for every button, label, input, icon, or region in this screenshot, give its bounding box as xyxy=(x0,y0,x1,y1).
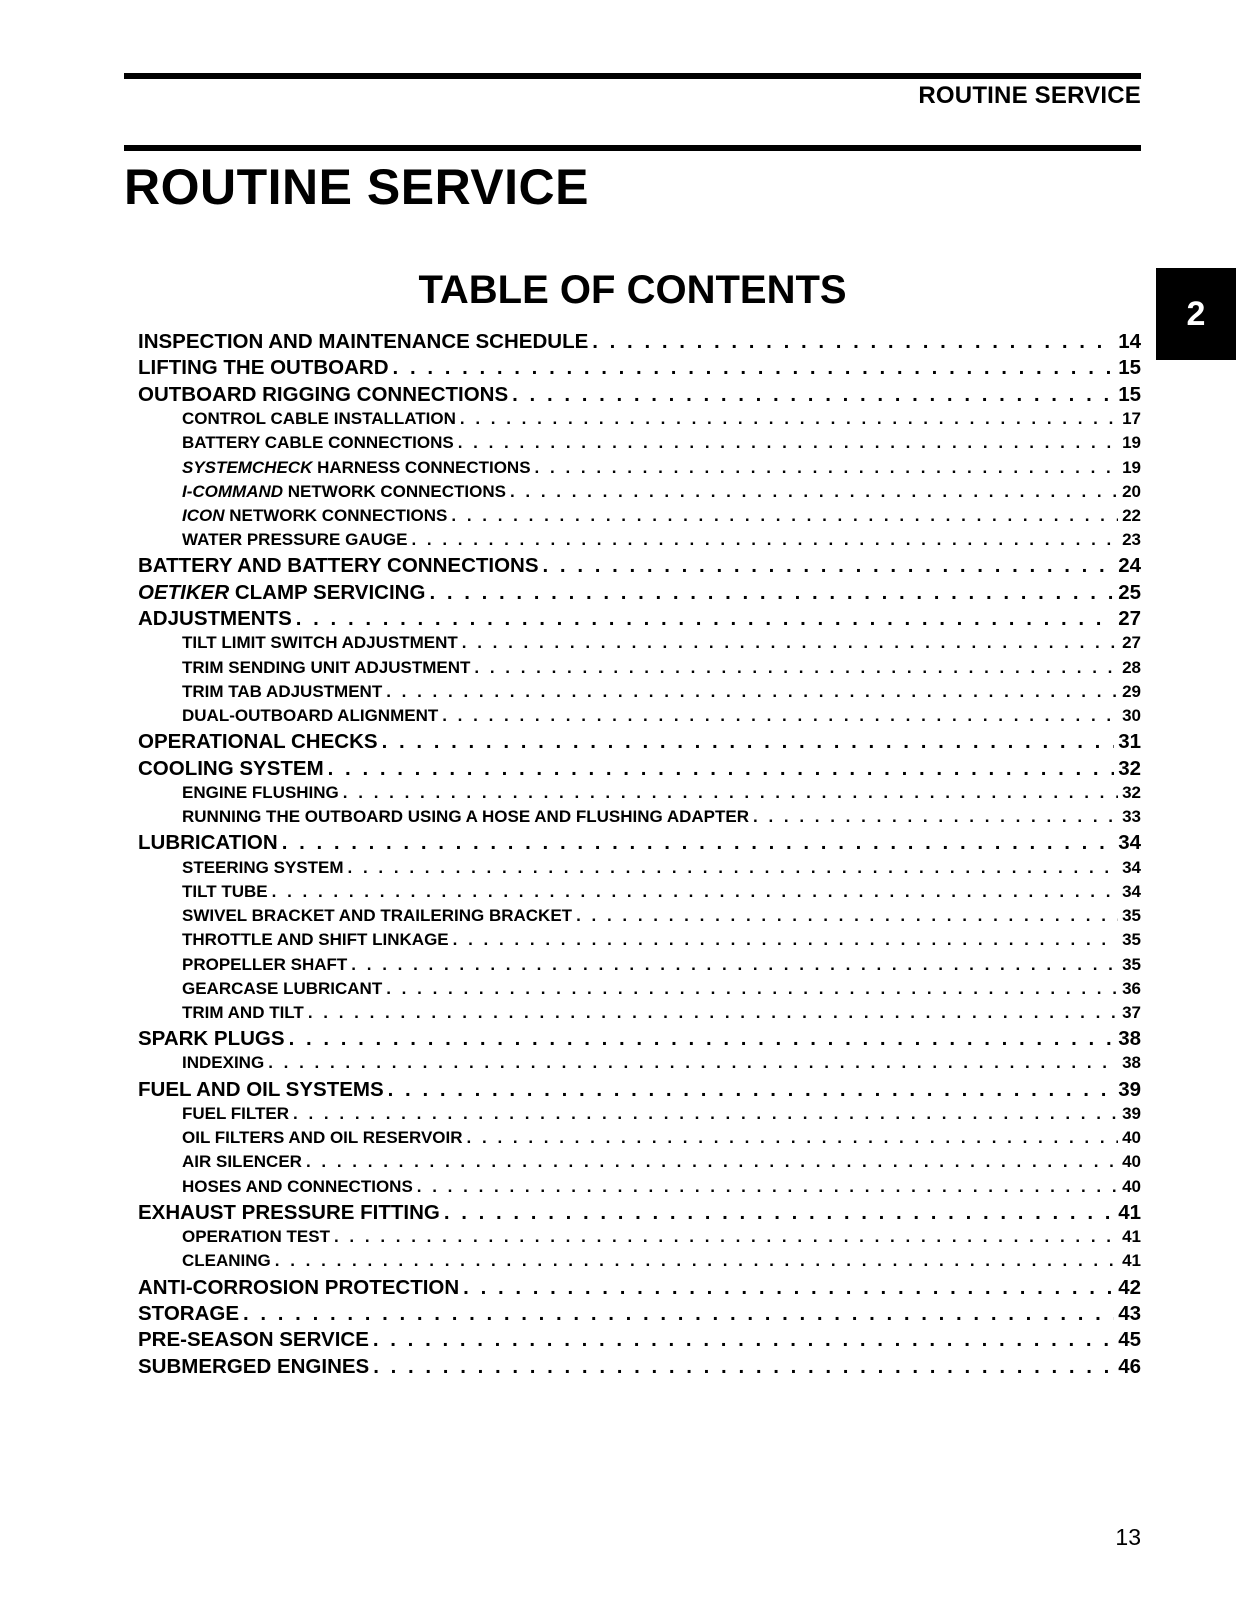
toc-entry-title-text: SUBMERGED ENGINES xyxy=(138,1354,370,1378)
toc-subentry[interactable] xyxy=(138,906,1141,930)
toc-entry-title-text: BATTERY CABLE CONNECTIONS xyxy=(182,433,454,453)
toc-dot-leader xyxy=(417,1177,1118,1197)
toc-dot-leader xyxy=(289,1027,1115,1051)
toc-entry-title xyxy=(138,1355,369,1379)
toc-entry-page: 40 xyxy=(1122,1176,1141,1196)
toc-dot-leader xyxy=(467,1128,1119,1148)
toc-dot-leader xyxy=(308,1003,1118,1023)
toc-entry-title xyxy=(182,1152,302,1172)
toc-dot-leader xyxy=(460,409,1118,429)
toc-dot-leader xyxy=(444,1201,1114,1225)
toc-dot-leader xyxy=(458,433,1118,453)
toc-entry-page: 42 xyxy=(1118,1275,1141,1299)
toc-subentry[interactable] xyxy=(138,1227,1141,1251)
toc-entry-title-text: CLEANING xyxy=(182,1251,271,1271)
toc-entry-title xyxy=(138,1078,384,1102)
toc-dot-leader xyxy=(442,706,1118,726)
running-header: ROUTINE SERVICE xyxy=(918,82,1141,109)
toc-entry-page: 27 xyxy=(1122,633,1141,653)
toc-entry-title-text: HOSES AND CONNECTIONS xyxy=(182,1176,413,1196)
toc-entry-title xyxy=(138,607,292,631)
toc-entry-title xyxy=(182,458,531,478)
toc-entry-title xyxy=(138,1027,285,1051)
toc-subentry[interactable] xyxy=(138,506,1141,530)
toc-title: TABLE OF CONTENTS xyxy=(418,268,847,312)
toc-entry-page: 14 xyxy=(1118,330,1141,353)
toc-entry-page: 31 xyxy=(1118,730,1141,754)
toc-dot-leader xyxy=(388,1078,1115,1102)
toc-entry-title-text: OIL FILTERS AND OIL RESERVOIR xyxy=(182,1128,463,1148)
toc-entry-page: 35 xyxy=(1122,930,1141,950)
toc-entry-title xyxy=(182,1177,413,1197)
toc-dot-leader xyxy=(411,530,1118,550)
toc-dot-leader xyxy=(429,581,1114,605)
toc-entry-title xyxy=(182,906,572,926)
toc-entry-title-text: PROPELLER SHAFT xyxy=(182,954,348,974)
toc-dot-leader xyxy=(275,1251,1118,1271)
toc-entry[interactable] xyxy=(138,730,1141,756)
toc-entry-page: 34 xyxy=(1122,857,1141,877)
toc-entry-title xyxy=(182,433,454,453)
toc-entry[interactable] xyxy=(138,581,1141,607)
toc-entry-title xyxy=(182,930,449,950)
toc-entry[interactable] xyxy=(138,607,1141,633)
toc-entry[interactable] xyxy=(138,831,1141,857)
toc-entry-page: 46 xyxy=(1118,1354,1141,1378)
toc-entry-title xyxy=(182,807,749,827)
toc-dot-leader xyxy=(243,1302,1114,1326)
toc-entry-title xyxy=(138,554,539,578)
toc-entry-page: 15 xyxy=(1118,382,1141,406)
toc-entry-title-text: TRIM SENDING UNIT ADJUSTMENT xyxy=(182,657,471,677)
toc-entry-title-text: CONTROL CABLE INSTALLATION xyxy=(182,409,456,429)
toc-entry-title-text: INDEXING xyxy=(182,1053,265,1073)
toc-subentry[interactable] xyxy=(138,1251,1141,1275)
toc-entry-page: 38 xyxy=(1118,1027,1141,1051)
toc-entry-page: 27 xyxy=(1118,607,1141,631)
toc-entry-page: 17 xyxy=(1122,409,1141,429)
toc-dot-leader xyxy=(293,1104,1118,1124)
toc-entry-title xyxy=(138,581,425,605)
toc-entry-title xyxy=(182,658,470,678)
toc-entry-title-text: OUTBOARD RIGGING CONNECTIONS xyxy=(138,382,509,406)
toc-subentry[interactable] xyxy=(138,409,1141,433)
toc-entry-title-text: ADJUSTMENTS xyxy=(138,607,292,631)
toc-dot-leader xyxy=(351,955,1118,975)
toc-subentry[interactable] xyxy=(138,1177,1141,1201)
toc-entry[interactable] xyxy=(138,1276,1141,1302)
header-rule-top xyxy=(124,73,1141,79)
toc-dot-leader xyxy=(343,783,1118,803)
toc-subentry[interactable] xyxy=(138,1104,1141,1128)
toc-entry-title-italic: SYSTEMCHECK xyxy=(182,457,313,477)
toc-entry-title-text: WATER PRESSURE GAUGE xyxy=(182,530,408,550)
toc-entry-page: 36 xyxy=(1122,978,1141,998)
toc-dot-leader xyxy=(453,930,1118,950)
toc-entry-page: 32 xyxy=(1118,756,1141,780)
toc-dot-leader xyxy=(463,1276,1114,1300)
toc-entry-title-text: STEERING SYSTEM xyxy=(182,857,344,877)
toc-entry-title-text: FUEL FILTER xyxy=(182,1104,290,1124)
toc-dot-leader xyxy=(512,383,1114,407)
toc-entry-title xyxy=(182,530,407,550)
toc-entry-title xyxy=(138,730,378,754)
toc-entry[interactable] xyxy=(138,1078,1141,1104)
toc-dot-leader xyxy=(535,458,1119,478)
toc-entry-title-italic: OETIKER xyxy=(138,580,230,604)
toc-entry-title xyxy=(182,1104,289,1124)
toc-dot-leader xyxy=(753,807,1118,827)
toc-entry-page: 39 xyxy=(1122,1104,1141,1124)
toc-entry[interactable] xyxy=(138,757,1141,783)
toc-subentry[interactable] xyxy=(138,882,1141,906)
toc-entry-page: 34 xyxy=(1122,881,1141,901)
toc-dot-leader xyxy=(306,1152,1118,1172)
toc-entry-title-text: TRIM AND TILT xyxy=(182,1002,304,1022)
toc-entry-title xyxy=(182,783,339,803)
toc-dot-leader xyxy=(382,730,1115,754)
toc-dot-leader xyxy=(348,858,1119,878)
toc-entry-title-text: CLAMP SERVICING xyxy=(229,580,426,604)
toc-entry-title-text: SPARK PLUGS xyxy=(138,1027,285,1051)
toc-entry-title xyxy=(182,506,447,526)
toc-dot-leader xyxy=(386,979,1118,999)
toc-entry-title-text: OPERATIONAL CHECKS xyxy=(138,730,378,754)
toc-dot-leader xyxy=(576,906,1118,926)
toc-entry-page: 34 xyxy=(1118,831,1141,855)
toc-subentry[interactable] xyxy=(138,530,1141,554)
toc-entry-page: 23 xyxy=(1122,530,1141,550)
toc-entry-title xyxy=(182,1227,330,1247)
toc-subentry[interactable] xyxy=(138,930,1141,954)
toc-dot-leader xyxy=(386,682,1118,702)
toc-entry-page: 25 xyxy=(1118,580,1141,604)
toc-subentry[interactable] xyxy=(138,1003,1141,1027)
toc-entry[interactable] xyxy=(138,1302,1141,1328)
toc-dot-leader xyxy=(543,554,1115,578)
toc-subentry[interactable] xyxy=(138,458,1141,482)
toc-subentry[interactable] xyxy=(138,858,1141,882)
toc-entry-title-text: RUNNING THE OUTBOARD USING A HOSE AND FLUSHING ADAPTER xyxy=(182,807,749,827)
toc-dot-leader xyxy=(393,356,1115,380)
toc-dot-leader xyxy=(373,1328,1114,1352)
toc-subentry[interactable] xyxy=(138,1152,1141,1176)
toc-dot-leader xyxy=(282,831,1115,855)
toc-entry-title xyxy=(182,1251,271,1271)
toc-entry-title-text: PRE-SEASON SERVICE xyxy=(138,1328,369,1352)
toc-entry-page: 24 xyxy=(1118,554,1141,578)
toc-dot-leader xyxy=(296,607,1114,631)
table-of-contents xyxy=(138,330,1141,1381)
toc-subentry[interactable] xyxy=(138,433,1141,457)
toc-subentry[interactable] xyxy=(138,979,1141,1003)
header-rule-bottom xyxy=(124,145,1141,151)
page-number: 13 xyxy=(1115,1524,1141,1550)
toc-entry[interactable] xyxy=(138,356,1141,382)
toc-entry-title-text: LUBRICATION xyxy=(138,831,278,855)
toc-dot-leader xyxy=(474,658,1118,678)
toc-entry-title xyxy=(182,482,506,502)
toc-entry-title xyxy=(138,356,389,380)
toc-entry-page: 40 xyxy=(1122,1128,1141,1148)
toc-dot-leader xyxy=(451,506,1118,526)
toc-entry[interactable] xyxy=(138,383,1141,409)
toc-entry-title-text: TRIM TAB ADJUSTMENT xyxy=(182,681,383,701)
toc-entry-title-text: AIR SILENCER xyxy=(182,1152,302,1172)
toc-entry-page: 41 xyxy=(1118,1200,1141,1224)
toc-subentry[interactable] xyxy=(138,482,1141,506)
toc-entry-title-text: SWIVEL BRACKET AND TRAILERING BRACKET xyxy=(182,906,573,926)
toc-subentry[interactable] xyxy=(138,1053,1141,1077)
toc-entry-title xyxy=(138,383,508,407)
toc-entry-title-italic: ICON xyxy=(182,505,225,525)
toc-subentry[interactable] xyxy=(138,783,1141,807)
toc-entry-title xyxy=(182,955,347,975)
toc-entry-title-text: HARNESS CONNECTIONS xyxy=(312,457,531,477)
toc-dot-leader xyxy=(373,1355,1114,1379)
toc-entry[interactable] xyxy=(138,330,1141,356)
toc-entry-title-text: DUAL-OUTBOARD ALIGNMENT xyxy=(182,706,439,726)
toc-entry-title-text: COOLING SYSTEM xyxy=(138,756,324,780)
toc-entry-title-text: TILT LIMIT SWITCH ADJUSTMENT xyxy=(182,633,458,653)
toc-subentry[interactable] xyxy=(138,682,1141,706)
toc-entry-title-text: LIFTING THE OUTBOARD xyxy=(138,356,389,380)
toc-entry-page: 40 xyxy=(1122,1152,1141,1172)
toc-entry-title-text: BATTERY AND BATTERY CONNECTIONS xyxy=(138,554,539,578)
toc-entry-title xyxy=(138,1302,239,1326)
toc-dot-leader xyxy=(510,482,1118,502)
toc-entry-page: 45 xyxy=(1118,1328,1141,1352)
toc-entry-page: 32 xyxy=(1122,783,1141,802)
toc-entry-page: 20 xyxy=(1122,481,1141,501)
toc-entry-page: 41 xyxy=(1122,1227,1141,1247)
toc-entry[interactable] xyxy=(138,1027,1141,1053)
section-title: ROUTINE SERVICE xyxy=(124,159,589,215)
toc-entry-title-text: ANTI-CORROSION PROTECTION xyxy=(138,1275,460,1299)
toc-dot-leader xyxy=(328,757,1115,781)
toc-entry-title-text: EXHAUST PRESSURE FITTING xyxy=(138,1200,440,1224)
toc-entry-page: 39 xyxy=(1118,1077,1141,1101)
toc-entry-page: 41 xyxy=(1122,1251,1141,1271)
toc-entry-title-text: TILT TUBE xyxy=(182,881,268,901)
toc-subentry[interactable] xyxy=(138,1128,1141,1152)
toc-entry[interactable] xyxy=(138,554,1141,580)
toc-entry-page: 19 xyxy=(1122,433,1141,453)
toc-subentry[interactable] xyxy=(138,955,1141,979)
toc-entry-title xyxy=(138,831,278,855)
toc-entry-title xyxy=(182,858,344,878)
toc-entry-title xyxy=(182,706,438,726)
toc-entry-title xyxy=(182,1128,463,1148)
toc-entry-title xyxy=(138,757,324,781)
toc-dot-leader xyxy=(268,1053,1118,1073)
toc-dot-leader xyxy=(462,633,1118,653)
toc-entry-title-text: FUEL AND OIL SYSTEMS xyxy=(138,1077,384,1101)
toc-entry-page: 33 xyxy=(1122,807,1141,827)
toc-subentry[interactable] xyxy=(138,706,1141,730)
toc-entry-title-text: INSPECTION AND MAINTENANCE SCHEDULE xyxy=(138,330,589,353)
toc-entry-title-text: THROTTLE AND SHIFT LINKAGE xyxy=(182,930,449,950)
toc-subentry[interactable] xyxy=(138,633,1141,657)
toc-entry-page: 19 xyxy=(1122,457,1141,477)
toc-entry-title xyxy=(138,1328,369,1352)
toc-entry-title xyxy=(138,330,588,354)
toc-entry-title-text: GEARCASE LUBRICANT xyxy=(182,978,383,998)
toc-entry-page: 28 xyxy=(1122,657,1141,677)
toc-entry-page: 22 xyxy=(1122,505,1141,525)
toc-entry[interactable] xyxy=(138,1355,1141,1381)
toc-entry-title-text: ENGINE FLUSHING xyxy=(182,783,339,802)
toc-entry-title-text: NETWORK CONNECTIONS xyxy=(283,481,506,501)
toc-entry-page: 30 xyxy=(1122,706,1141,726)
toc-entry-title xyxy=(182,882,268,902)
toc-entry-page: 38 xyxy=(1122,1053,1141,1073)
toc-entry-page: 35 xyxy=(1122,906,1141,926)
toc-entry-page: 37 xyxy=(1122,1002,1141,1022)
toc-dot-leader xyxy=(334,1227,1118,1247)
toc-entry-title xyxy=(182,979,382,999)
toc-entry-title xyxy=(182,682,382,702)
toc-subentry[interactable] xyxy=(138,658,1141,682)
toc-entry-page: 29 xyxy=(1122,681,1141,701)
toc-entry-title xyxy=(182,633,458,653)
toc-entry-title xyxy=(182,1003,304,1023)
toc-entry-page: 15 xyxy=(1118,356,1141,380)
toc-dot-leader xyxy=(272,882,1118,902)
toc-entry[interactable] xyxy=(138,1328,1141,1354)
toc-entry-title-text: STORAGE xyxy=(138,1301,239,1325)
toc-entry-title-italic: I-COMMAND xyxy=(182,481,284,501)
toc-entry-title-text: NETWORK CONNECTIONS xyxy=(224,505,448,525)
chapter-tab-number: 2 xyxy=(1186,294,1206,333)
toc-entry-title xyxy=(182,409,456,429)
toc-entry-title xyxy=(138,1276,459,1300)
toc-entry-page: 43 xyxy=(1118,1301,1141,1325)
toc-entry-page: 35 xyxy=(1122,954,1141,974)
toc-entry[interactable] xyxy=(138,1201,1141,1227)
toc-entry-title xyxy=(182,1053,264,1073)
toc-dot-leader xyxy=(592,330,1114,354)
toc-entry-title xyxy=(138,1201,440,1225)
toc-subentry[interactable] xyxy=(138,807,1141,831)
toc-entry-title-text: OPERATION TEST xyxy=(182,1227,330,1247)
